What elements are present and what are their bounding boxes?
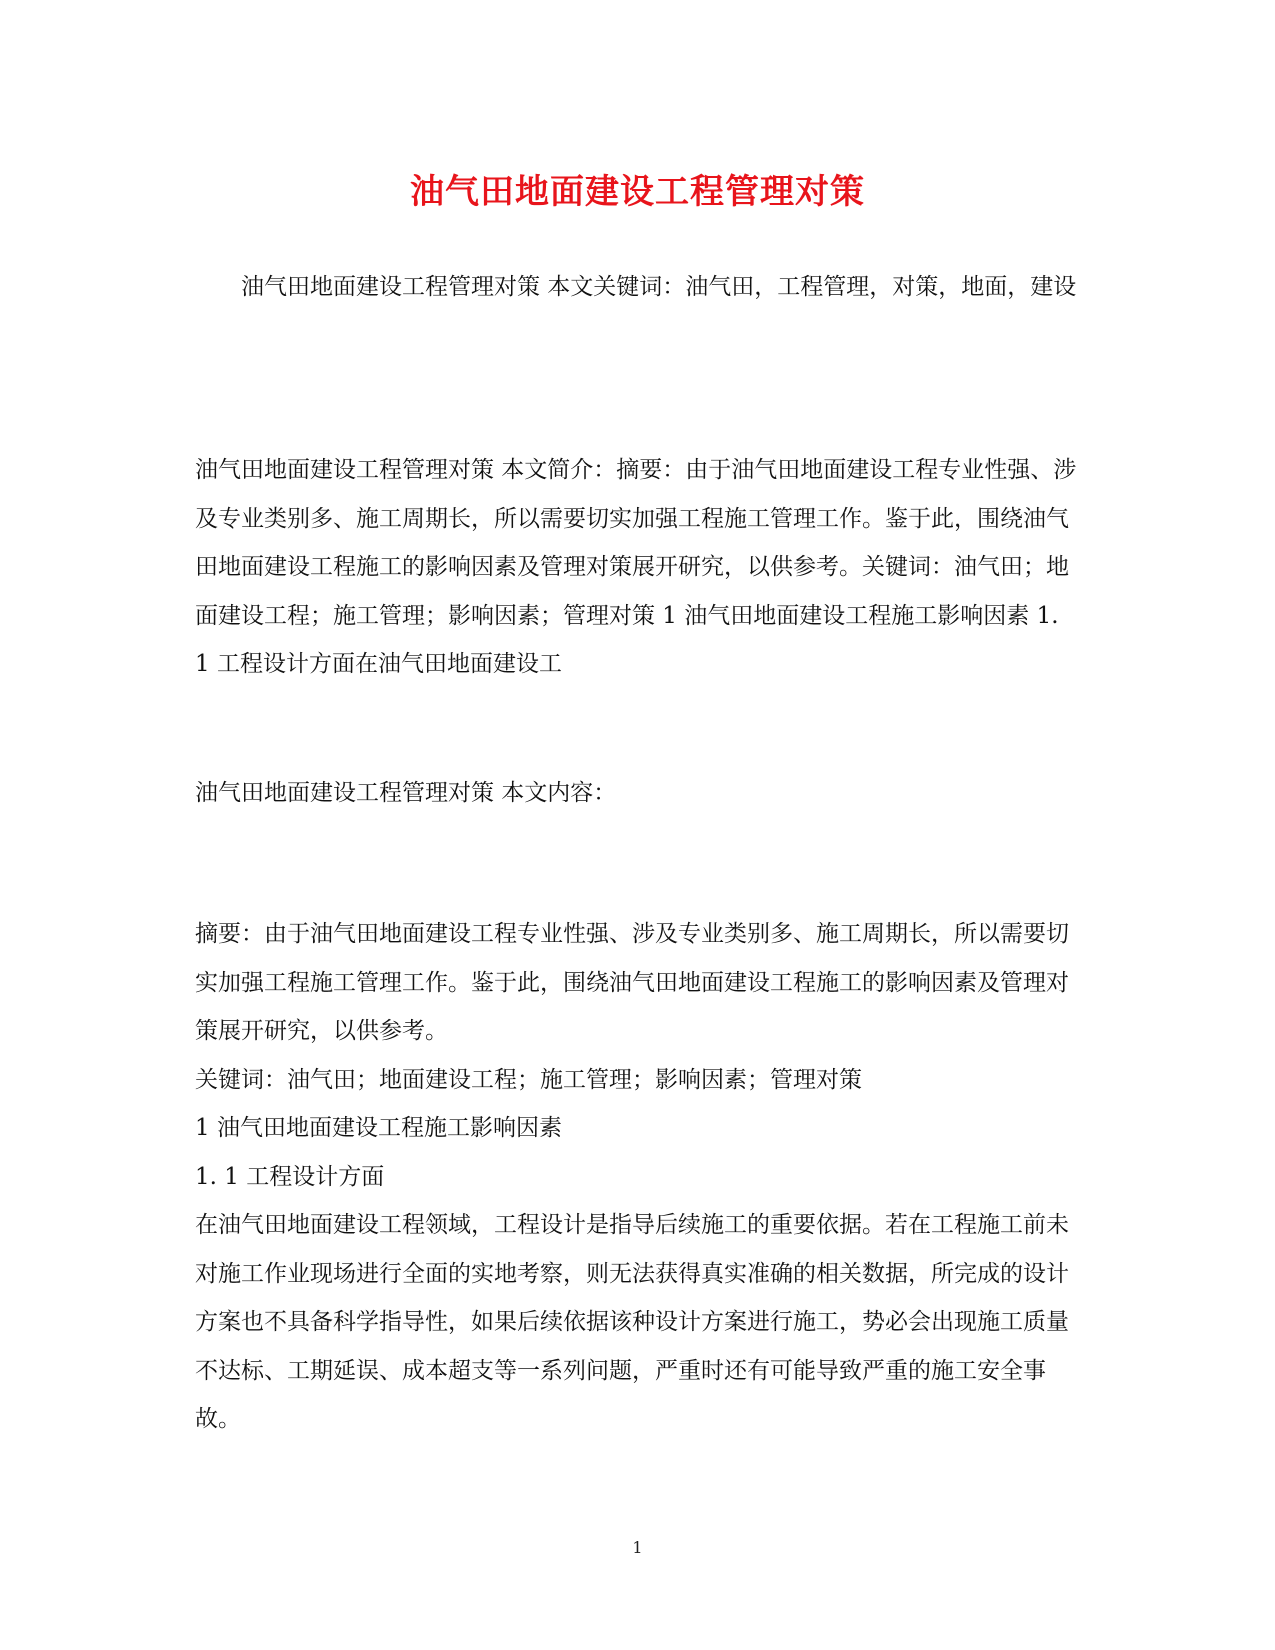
content-block <box>195 910 1080 1444</box>
page-number: 1 <box>632 1538 643 1557</box>
document-title: 油气田地面建设工程管理对策 <box>410 172 865 212</box>
keywords-block <box>195 263 1080 312</box>
subsection-heading: 1. 1 工程设计方面 <box>195 1163 385 1190</box>
keywords-line: 关键词：油气田；地面建设工程；施工管理；影响因素；管理对策 <box>195 1066 862 1093</box>
body-paragraph: 在油气田地面建设工程领域，工程设计是指导后续施工的重要依据。若在工程施工前未对施工作业现场进行全面的实地考察，则无法获得真实准确的相关数据，所完成的设计方案也不具备科学指导性，如果后续依据该种设计方案进行施工，势必会出现施工质量不达标、工期延误、成本超支等一系列问题，严重时还有可能导致严重的施工安全事故。 <box>195 1212 1069 1432</box>
section-heading: 1 油气田地面建设工程施工影响因素 <box>195 1115 562 1141</box>
content-heading-block <box>195 769 1080 818</box>
content-heading: 油气田地面建设工程管理对策 本文内容： <box>195 780 617 806</box>
keywords-paragraph: 油气田地面建设工程管理对策 本文关键词：油气田，工程管理，对策，地面，建设 <box>241 274 1077 300</box>
intro-paragraph: 油气田地面建设工程管理对策 本文简介：摘要：由于油气田地面建设工程专业性强、涉及专业类别多、施工周期长，所以需要切实加强工程施工管理工作。鉴于此，围绕油气田地面建设工程施工的影响因素及管理对策展开研究，以供参考。关键词：油气田；地面建设工程；施工管理；影响因素；管理对策 1 油气田地面建设工程施工影响因素 1. 1 工程设计方面在油气田地面建设工 <box>195 457 1077 677</box>
abstract-paragraph: 摘要：由于油气田地面建设工程专业性强、涉及专业类别多、施工周期长，所以需要切实加强工程施工管理工作。鉴于此，围绕油气田地面建设工程施工的影响因素及管理对策展开研究，以供参考。 <box>195 921 1069 1044</box>
intro-block <box>195 446 1080 689</box>
